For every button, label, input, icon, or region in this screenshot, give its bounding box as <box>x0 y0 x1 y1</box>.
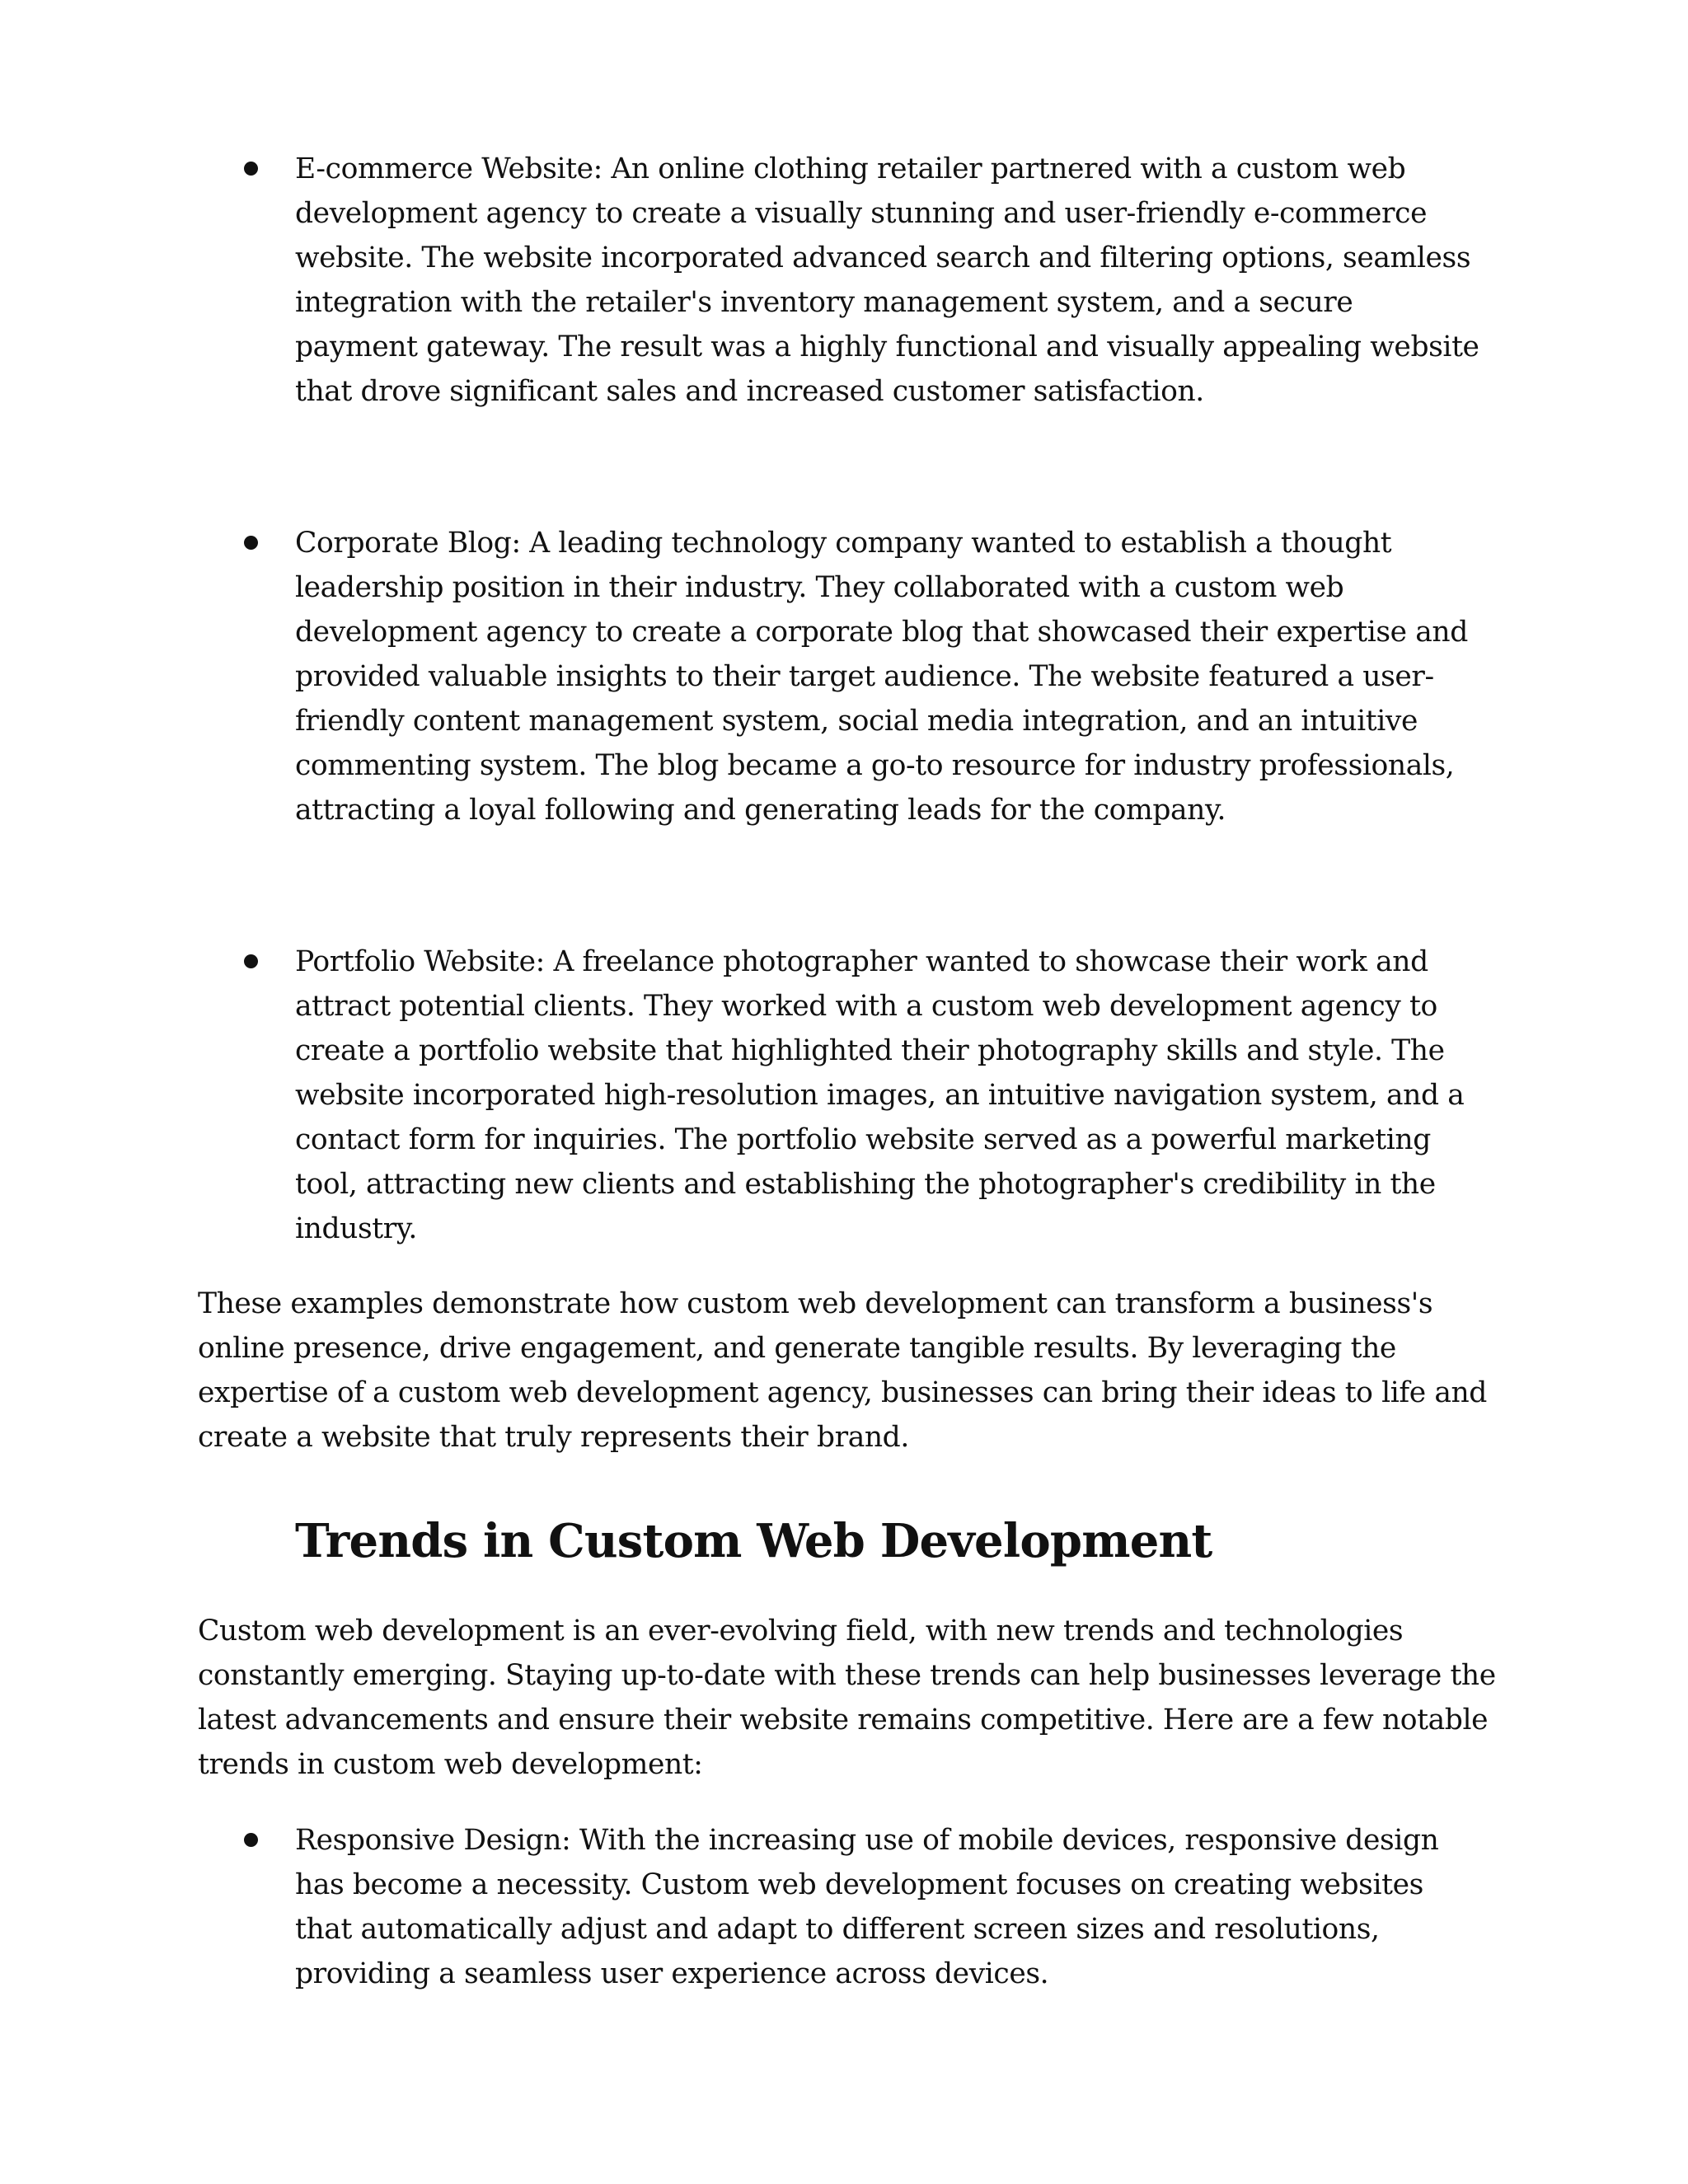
section-heading: Trends in Custom Web Development <box>295 1514 1212 1568</box>
list-item-text: Responsive Design: With the increasing use of mobile devices, responsive design has become a necessity. Custom web development focuses on creating websites that automatically adjust and adapt to different screen sizes and resolutions, providing a seamless user experience across devices. <box>295 1824 1439 1990</box>
bullet-icon <box>244 162 258 176</box>
trends-intro-paragraph: Custom web development is an ever-evolving field, with new trends and technologies constantly emerging. Staying up-to-date with these trends can help businesses leverage the latest advancements and ensure their website remains competitive. Here are a few notable trends in custom web development: <box>198 1615 1496 1781</box>
bullet-icon <box>244 536 258 550</box>
summary-paragraph: These examples demonstrate how custom web development can transform a business's online presence, drive engagement, and generate tangible results. By leveraging the expertise of a custom web development agency, businesses can bring their ideas to life and create a website that truly represents their brand. <box>198 1287 1487 1454</box>
bullet-icon <box>244 954 258 968</box>
list-item-text: Portfolio Website: A freelance photographer wanted to showcase their work and attract potential clients. They worked with a custom web development agency to create a portfolio website that highlighted their photography skills and style. The website incorporated high-resolution images, an intuitive navigation system, and a contact form for inquiries. The portfolio website served as a powerful marketing tool, attracting new clients and establishing the photographer's credibility in the industry. <box>295 945 1465 1245</box>
list-item-text: E-commerce Website: An online clothing retailer partnered with a custom web development agency to create a visually stunning and user-friendly e-commerce website. The website incorporated advanced search and filtering options, seamless integration with the retailer's inventory management system, and a secure payment gateway. The result was a highly functional and visually appealing website that drove significant sales and increased customer satisfaction. <box>295 152 1479 408</box>
list-item-text: Corporate Blog: A leading technology company wanted to establish a thought leadership position in their industry. They collaborated with a custom web development agency to create a corporate blog that showcased their expertise and provided valuable insights to their target audience. The website featured a user-friendly content management system, social media integration, and an intuitive commenting system. The blog became a go-to resource for industry professionals, attracting a loyal following and generating leads for the company. <box>295 527 1468 827</box>
bullet-icon <box>244 1833 258 1847</box>
